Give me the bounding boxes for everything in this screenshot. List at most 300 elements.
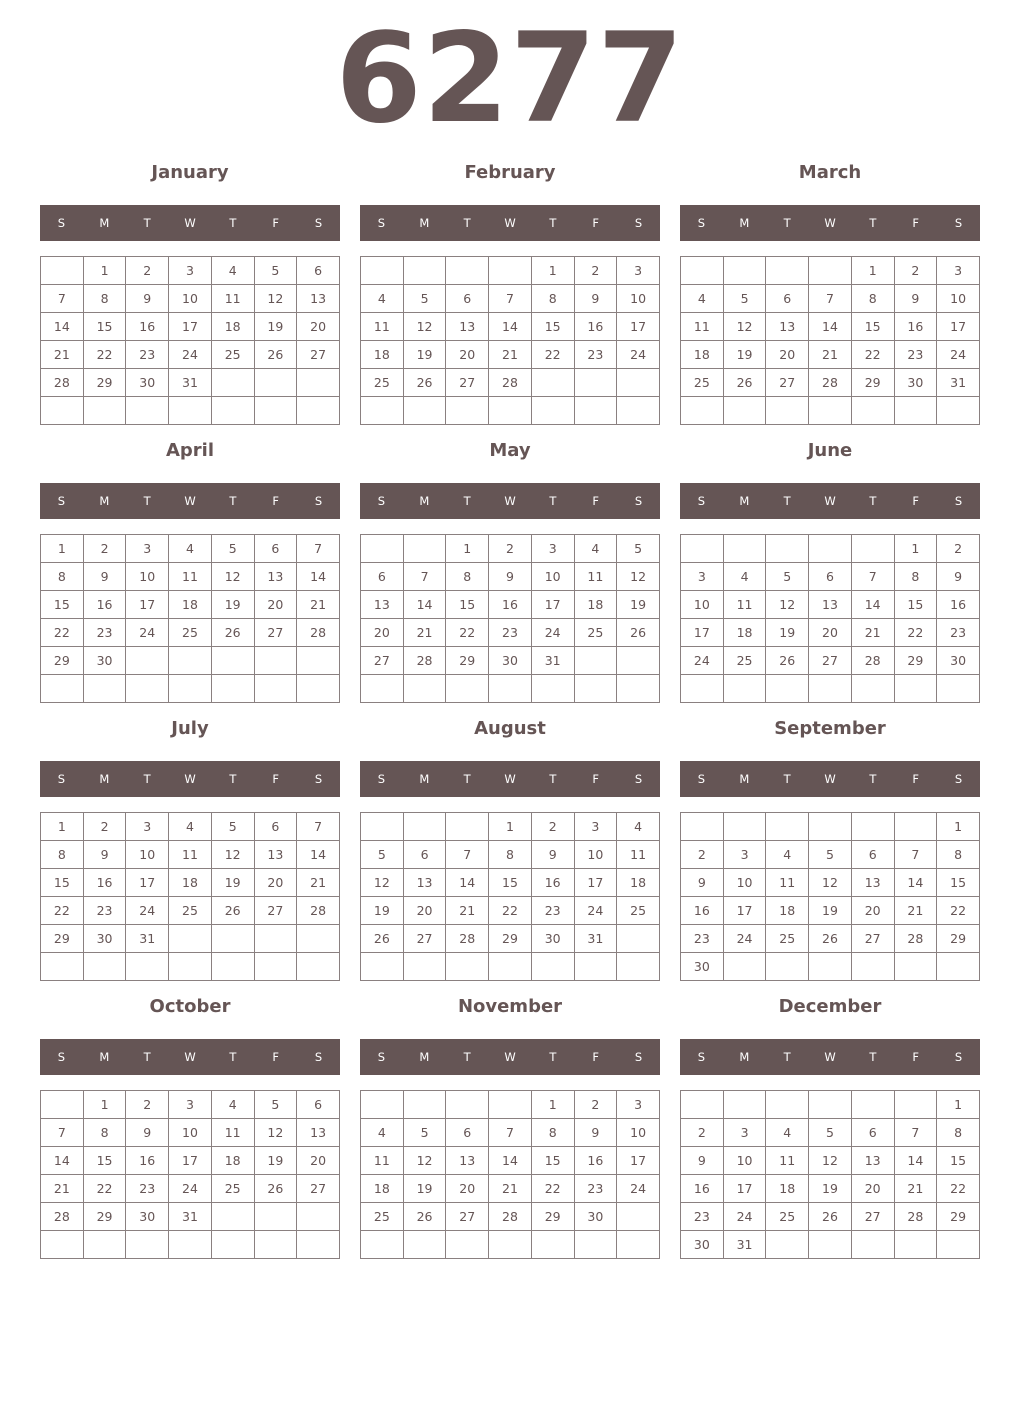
day-cell: 3: [169, 257, 212, 285]
empty-cell: [574, 675, 617, 703]
weekday-label: F: [272, 1050, 280, 1064]
weekday-header: [360, 761, 660, 797]
weekday-label: F: [912, 216, 920, 230]
empty-cell: [766, 535, 809, 563]
empty-cell: [446, 1231, 489, 1259]
empty-cell: [681, 1091, 724, 1119]
empty-cell: [403, 1091, 446, 1119]
day-cell: 15: [446, 591, 489, 619]
day-cell: 10: [723, 1147, 766, 1175]
day-cell: 2: [531, 813, 574, 841]
empty-cell: [937, 675, 980, 703]
day-cell: 1: [937, 813, 980, 841]
day-cell: 6: [446, 1119, 489, 1147]
empty-cell: [361, 1231, 404, 1259]
weekday-header: [40, 483, 340, 519]
empty-cell: [723, 535, 766, 563]
day-cell: 11: [681, 313, 724, 341]
week-row: [681, 1147, 980, 1175]
week-row: [41, 953, 340, 981]
day-cell: 12: [809, 1147, 852, 1175]
day-cell: 17: [681, 619, 724, 647]
week-row: [361, 647, 660, 675]
day-cell: 13: [809, 591, 852, 619]
day-cell: 26: [211, 619, 254, 647]
empty-cell: [41, 257, 84, 285]
day-cell: 18: [766, 897, 809, 925]
day-cell: 20: [361, 619, 404, 647]
day-cell: 22: [446, 619, 489, 647]
day-cell: 15: [41, 869, 84, 897]
weekday-label: S: [697, 772, 706, 786]
day-cell: 14: [851, 591, 894, 619]
day-cell: 1: [41, 535, 84, 563]
day-cell: 1: [531, 1091, 574, 1119]
week-row: [41, 869, 340, 897]
day-cell: 8: [83, 1119, 126, 1147]
day-cell: 27: [446, 369, 489, 397]
day-cell: 16: [83, 591, 126, 619]
day-cell: 11: [361, 313, 404, 341]
day-cell: 23: [894, 341, 937, 369]
day-cell: 20: [254, 591, 297, 619]
week-row: [681, 563, 980, 591]
day-cell: 1: [83, 257, 126, 285]
week-row: [41, 563, 340, 591]
day-cell: 3: [574, 813, 617, 841]
day-cell: 4: [617, 813, 660, 841]
day-cell: 5: [254, 1091, 297, 1119]
empty-cell: [851, 1091, 894, 1119]
empty-cell: [446, 397, 489, 425]
day-cell: 22: [937, 1175, 980, 1203]
empty-cell: [403, 813, 446, 841]
day-cell: 23: [937, 619, 980, 647]
day-cell: 11: [211, 285, 254, 313]
day-cell: 25: [681, 369, 724, 397]
weekday-header: [360, 483, 660, 519]
empty-cell: [254, 647, 297, 675]
week-row: [681, 285, 980, 313]
day-cell: 12: [617, 563, 660, 591]
week-row: [681, 1231, 980, 1259]
day-cell: 8: [531, 285, 574, 313]
day-cell: 3: [531, 535, 574, 563]
week-row: [361, 841, 660, 869]
day-cell: 13: [361, 591, 404, 619]
day-cell: 4: [169, 813, 212, 841]
week-row: [41, 1203, 340, 1231]
day-cell: 31: [126, 925, 169, 953]
day-cell: 30: [126, 369, 169, 397]
day-cell: 21: [894, 897, 937, 925]
day-cell: 22: [41, 619, 84, 647]
day-cell: 10: [169, 285, 212, 313]
day-cell: 7: [489, 1119, 532, 1147]
day-cell: 25: [211, 341, 254, 369]
day-cell: 14: [489, 313, 532, 341]
week-row: [361, 869, 660, 897]
week-row: [681, 1203, 980, 1231]
week-row: [41, 813, 340, 841]
week-row: [681, 1119, 980, 1147]
day-cell: 13: [297, 285, 340, 313]
weekday-label: F: [592, 1050, 600, 1064]
empty-cell: [531, 675, 574, 703]
empty-cell: [574, 953, 617, 981]
day-cell: 31: [531, 647, 574, 675]
day-cell: 18: [211, 313, 254, 341]
week-row: [361, 619, 660, 647]
day-cell: 24: [617, 1175, 660, 1203]
weekday-label: S: [954, 772, 963, 786]
day-cell: 28: [489, 1203, 532, 1231]
day-cell: 19: [403, 1175, 446, 1203]
day-cell: 30: [126, 1203, 169, 1231]
day-cell: 9: [894, 285, 937, 313]
day-cell: 3: [617, 257, 660, 285]
empty-cell: [574, 1231, 617, 1259]
day-cell: 10: [617, 285, 660, 313]
weekday-label: S: [697, 494, 706, 508]
week-row: [681, 675, 980, 703]
empty-cell: [531, 953, 574, 981]
day-cell: 25: [766, 1203, 809, 1231]
day-cell: 2: [574, 1091, 617, 1119]
empty-cell: [361, 1091, 404, 1119]
empty-cell: [489, 953, 532, 981]
empty-cell: [211, 925, 254, 953]
day-cell: 15: [83, 313, 126, 341]
day-cell: 19: [254, 1147, 297, 1175]
weekday-label: W: [184, 216, 196, 230]
day-cell: 26: [403, 1203, 446, 1231]
week-row: [41, 285, 340, 313]
day-cell: 12: [809, 869, 852, 897]
week-row: [681, 591, 980, 619]
day-cell: 2: [681, 841, 724, 869]
day-cell: 27: [446, 1203, 489, 1231]
week-row: [41, 257, 340, 285]
day-cell: 25: [361, 1203, 404, 1231]
empty-cell: [851, 813, 894, 841]
day-cell: 2: [83, 535, 126, 563]
weekday-label: S: [954, 1050, 963, 1064]
empty-cell: [617, 647, 660, 675]
day-cell: 17: [169, 313, 212, 341]
week-row: [361, 369, 660, 397]
day-cell: 14: [489, 1147, 532, 1175]
day-cell: 16: [681, 897, 724, 925]
empty-cell: [851, 1231, 894, 1259]
day-cell: 17: [937, 313, 980, 341]
week-row: [41, 647, 340, 675]
empty-cell: [211, 1203, 254, 1231]
empty-cell: [297, 675, 340, 703]
day-cell: 10: [937, 285, 980, 313]
day-grid: [680, 812, 980, 981]
day-cell: 26: [361, 925, 404, 953]
day-cell: 22: [851, 341, 894, 369]
empty-cell: [297, 1231, 340, 1259]
empty-cell: [361, 813, 404, 841]
empty-cell: [617, 1231, 660, 1259]
day-cell: 24: [531, 619, 574, 647]
day-cell: 27: [403, 925, 446, 953]
day-cell: 2: [574, 257, 617, 285]
day-cell: 17: [723, 1175, 766, 1203]
weekday-label: W: [184, 772, 196, 786]
weekday-label: M: [419, 1050, 430, 1064]
weekday-label: F: [592, 772, 600, 786]
weekday-label: W: [824, 1050, 836, 1064]
day-cell: 28: [297, 897, 340, 925]
day-cell: 14: [809, 313, 852, 341]
week-row: [361, 313, 660, 341]
day-cell: 3: [681, 563, 724, 591]
empty-cell: [617, 953, 660, 981]
weekday-label: T: [783, 494, 791, 508]
week-row: [361, 813, 660, 841]
empty-cell: [211, 647, 254, 675]
empty-cell: [83, 953, 126, 981]
day-cell: 27: [361, 647, 404, 675]
weekday-label: T: [869, 216, 877, 230]
day-cell: 2: [937, 535, 980, 563]
day-cell: 15: [41, 591, 84, 619]
empty-cell: [489, 1231, 532, 1259]
week-row: [361, 953, 660, 981]
weekday-label: W: [824, 494, 836, 508]
week-row: [41, 1091, 340, 1119]
day-cell: 15: [489, 869, 532, 897]
day-cell: 29: [851, 369, 894, 397]
day-cell: 23: [83, 897, 126, 925]
day-cell: 7: [297, 535, 340, 563]
day-cell: 29: [489, 925, 532, 953]
day-cell: 12: [403, 1147, 446, 1175]
empty-cell: [937, 397, 980, 425]
weekday-header: [40, 205, 340, 241]
week-row: [361, 675, 660, 703]
day-cell: 21: [446, 897, 489, 925]
empty-cell: [169, 675, 212, 703]
day-cell: 19: [809, 1175, 852, 1203]
empty-cell: [254, 925, 297, 953]
day-cell: 18: [766, 1175, 809, 1203]
day-cell: 16: [83, 869, 126, 897]
day-cell: 1: [489, 813, 532, 841]
month-name: May: [489, 440, 531, 461]
day-cell: 6: [403, 841, 446, 869]
empty-cell: [809, 675, 852, 703]
day-cell: 11: [766, 869, 809, 897]
empty-cell: [937, 953, 980, 981]
week-row: [361, 1175, 660, 1203]
day-cell: 25: [766, 925, 809, 953]
weekday-label: M: [739, 772, 750, 786]
weekday-label: S: [314, 494, 323, 508]
day-cell: 13: [766, 313, 809, 341]
day-cell: 29: [83, 369, 126, 397]
day-cell: 30: [937, 647, 980, 675]
day-cell: 20: [254, 869, 297, 897]
day-cell: 27: [254, 897, 297, 925]
month-name: July: [171, 718, 209, 739]
day-cell: 21: [851, 619, 894, 647]
day-cell: 16: [574, 313, 617, 341]
day-cell: 29: [531, 1203, 574, 1231]
empty-cell: [617, 1203, 660, 1231]
weekday-label: W: [504, 216, 516, 230]
weekday-label: W: [504, 494, 516, 508]
day-cell: 30: [83, 647, 126, 675]
day-cell: 26: [403, 369, 446, 397]
day-cell: 3: [126, 813, 169, 841]
month-name: September: [774, 718, 886, 739]
day-cell: 18: [681, 341, 724, 369]
empty-cell: [489, 397, 532, 425]
empty-cell: [894, 953, 937, 981]
day-cell: 10: [681, 591, 724, 619]
week-row: [41, 1119, 340, 1147]
empty-cell: [403, 397, 446, 425]
weekday-header: [680, 761, 980, 797]
weekday-label: S: [634, 1050, 643, 1064]
day-cell: 23: [489, 619, 532, 647]
weekday-label: W: [504, 1050, 516, 1064]
day-cell: 20: [766, 341, 809, 369]
empty-cell: [254, 397, 297, 425]
day-cell: 19: [361, 897, 404, 925]
week-row: [361, 285, 660, 313]
day-cell: 28: [41, 1203, 84, 1231]
weekday-label: S: [377, 494, 386, 508]
day-grid: [680, 256, 980, 425]
day-grid: [40, 256, 340, 425]
week-row: [681, 925, 980, 953]
day-cell: 9: [574, 285, 617, 313]
empty-cell: [809, 813, 852, 841]
empty-cell: [766, 1231, 809, 1259]
day-cell: 12: [766, 591, 809, 619]
day-cell: 5: [766, 563, 809, 591]
day-cell: 16: [937, 591, 980, 619]
day-cell: 20: [403, 897, 446, 925]
empty-cell: [723, 675, 766, 703]
day-cell: 25: [723, 647, 766, 675]
day-cell: 13: [254, 841, 297, 869]
empty-cell: [937, 1231, 980, 1259]
day-cell: 20: [297, 1147, 340, 1175]
week-row: [681, 647, 980, 675]
day-cell: 6: [851, 1119, 894, 1147]
day-cell: 11: [169, 841, 212, 869]
day-cell: 28: [489, 369, 532, 397]
week-row: [681, 953, 980, 981]
day-cell: 1: [531, 257, 574, 285]
weekday-label: T: [463, 1050, 471, 1064]
day-cell: 24: [574, 897, 617, 925]
day-cell: 22: [894, 619, 937, 647]
month-name: November: [457, 996, 563, 1017]
day-grid: [40, 534, 340, 703]
day-cell: 9: [489, 563, 532, 591]
day-cell: 22: [531, 1175, 574, 1203]
day-cell: 5: [403, 1119, 446, 1147]
empty-cell: [894, 1231, 937, 1259]
empty-cell: [723, 397, 766, 425]
day-cell: 1: [83, 1091, 126, 1119]
day-cell: 22: [489, 897, 532, 925]
day-cell: 29: [41, 647, 84, 675]
day-cell: 16: [894, 313, 937, 341]
day-cell: 14: [894, 1147, 937, 1175]
weekday-label: S: [314, 216, 323, 230]
empty-cell: [446, 813, 489, 841]
empty-cell: [297, 953, 340, 981]
day-cell: 4: [766, 1119, 809, 1147]
day-cell: 9: [681, 1147, 724, 1175]
day-cell: 6: [809, 563, 852, 591]
week-row: [681, 369, 980, 397]
day-cell: 13: [297, 1119, 340, 1147]
empty-cell: [851, 953, 894, 981]
day-cell: 27: [297, 1175, 340, 1203]
day-cell: 19: [809, 897, 852, 925]
empty-cell: [41, 953, 84, 981]
day-cell: 5: [361, 841, 404, 869]
week-row: [41, 897, 340, 925]
weekday-label: S: [314, 1050, 323, 1064]
day-cell: 29: [41, 925, 84, 953]
day-cell: 27: [851, 925, 894, 953]
day-cell: 24: [617, 341, 660, 369]
empty-cell: [809, 1231, 852, 1259]
day-cell: 31: [937, 369, 980, 397]
day-cell: 8: [937, 841, 980, 869]
day-cell: 19: [254, 313, 297, 341]
weekday-label: F: [272, 494, 280, 508]
day-grid: [360, 812, 660, 981]
day-cell: 17: [531, 591, 574, 619]
empty-cell: [617, 925, 660, 953]
day-cell: 22: [531, 341, 574, 369]
day-cell: 17: [723, 897, 766, 925]
weekday-label: M: [739, 216, 750, 230]
day-cell: 24: [126, 897, 169, 925]
week-row: [681, 313, 980, 341]
month-name: August: [474, 718, 546, 739]
empty-cell: [297, 397, 340, 425]
empty-cell: [254, 953, 297, 981]
weekday-label: T: [229, 772, 237, 786]
empty-cell: [489, 1091, 532, 1119]
empty-cell: [723, 953, 766, 981]
day-cell: 8: [41, 563, 84, 591]
day-cell: 12: [723, 313, 766, 341]
empty-cell: [211, 953, 254, 981]
week-row: [681, 397, 980, 425]
week-row: [361, 1203, 660, 1231]
day-cell: 20: [297, 313, 340, 341]
week-row: [41, 341, 340, 369]
weekday-label: F: [592, 494, 600, 508]
day-cell: 5: [211, 535, 254, 563]
day-cell: 29: [83, 1203, 126, 1231]
day-cell: 5: [809, 841, 852, 869]
month-name: June: [807, 440, 853, 461]
